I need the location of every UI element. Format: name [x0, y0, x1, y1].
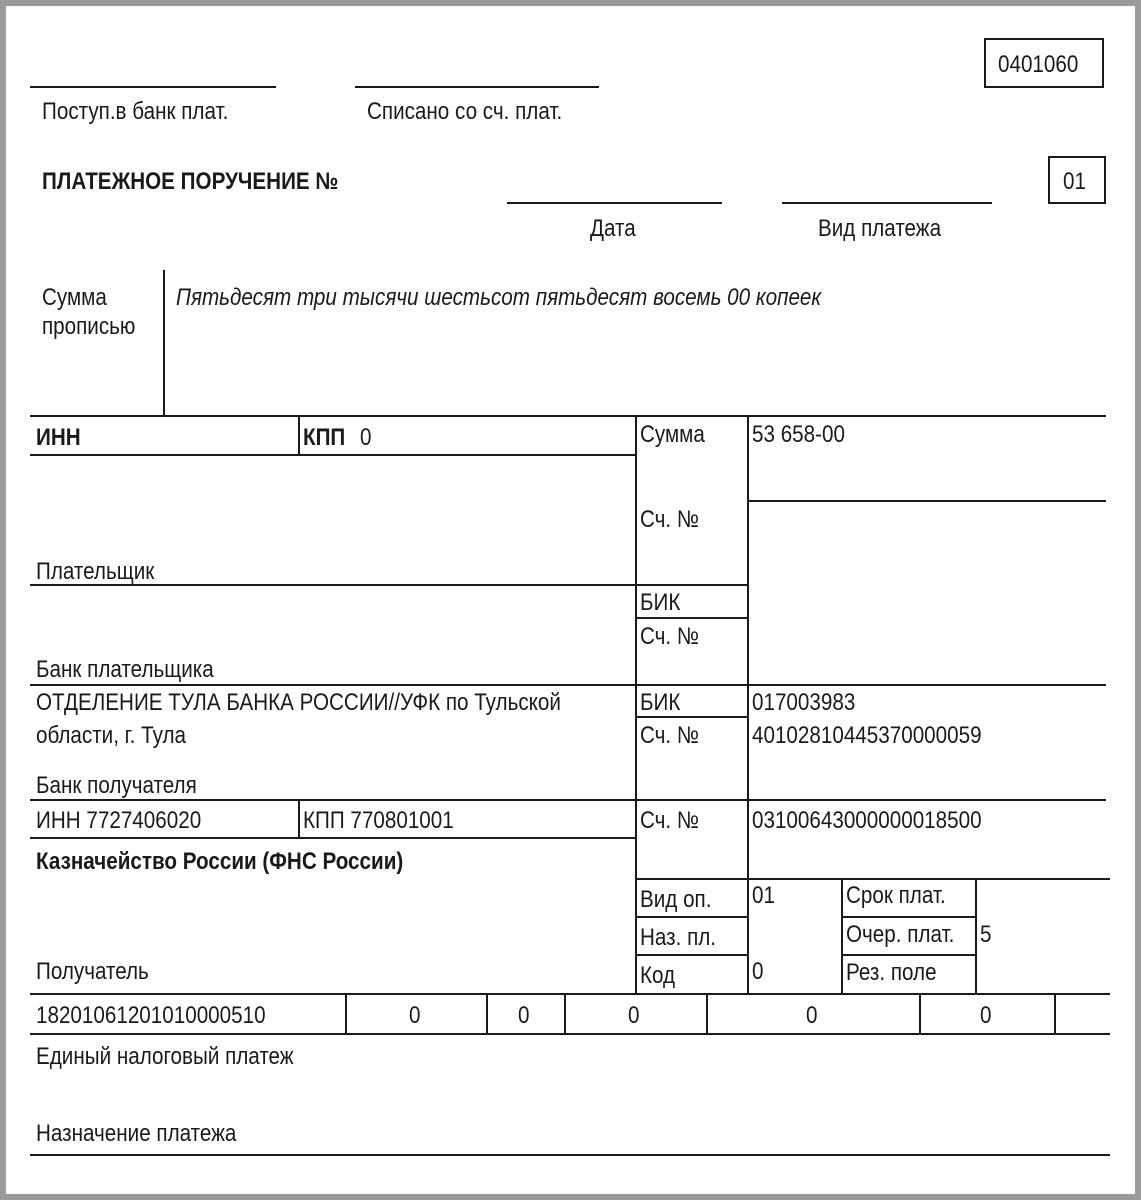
- rule-inn-bottom: [30, 454, 636, 456]
- rule-recipient-bottom: [30, 993, 1110, 995]
- kod-value: 0: [752, 958, 764, 985]
- recipient-bank-bik-value: 017003983: [752, 689, 856, 716]
- form-code: 0401060: [998, 51, 1079, 78]
- rule-payer-top: [30, 415, 1106, 417]
- recipient-label: Получатель: [36, 958, 149, 985]
- payer-label: Плательщик: [36, 558, 155, 585]
- debited-label: Списано со сч. плат.: [367, 98, 563, 125]
- purpose-text: Единый налоговый платеж: [36, 1043, 294, 1070]
- srok-plat-label: Срок плат.: [846, 882, 946, 909]
- payment-type-label: Вид платежа: [818, 215, 942, 242]
- ocher-plat-value: 5: [980, 921, 992, 948]
- form-title: ПЛАТЕЖНОЕ ПОРУЧЕНИЕ №: [42, 168, 339, 195]
- payer-kpp-value: 0: [360, 424, 372, 451]
- amount-value: 53 658-00: [752, 421, 845, 448]
- divider-left-column: [635, 415, 637, 995]
- payer-bank-bik-label: БИК: [640, 589, 681, 616]
- divider-right-column: [747, 415, 749, 995]
- payer-bank-account-label: Сч. №: [640, 623, 700, 650]
- purpose-label: Назначение платежа: [36, 1120, 237, 1147]
- recipient-bank-name-1: ОТДЕЛЕНИЕ ТУЛА БАНКА РОССИИ//УФК по Тульской: [36, 689, 561, 716]
- rule-ocher-bottom: [842, 954, 976, 956]
- amount-label: Сумма: [640, 421, 705, 448]
- status-code: 01: [1063, 168, 1086, 195]
- tax-field-3: 0: [518, 1002, 530, 1029]
- recipient-inn: ИНН 7727406020: [36, 807, 202, 834]
- rule-vid-op-bottom: [636, 916, 748, 918]
- divider-operation-mid: [841, 878, 843, 994]
- recipient-kpp: КПП 770801001: [303, 807, 454, 834]
- amount-words-value: Пятьдесят три тысячи шестьсот пятьдесят восемь 00 копеек: [176, 284, 822, 311]
- recipient-bank-bik-label: БИК: [640, 689, 681, 716]
- received-line: [30, 86, 276, 88]
- rule-amount-bottom: [748, 500, 1106, 502]
- tax-field-2: 0: [409, 1002, 421, 1029]
- recipient-name: Казначейство России (ФНС России): [36, 848, 404, 875]
- date-label: Дата: [590, 215, 636, 242]
- divider-operation-right: [975, 878, 977, 994]
- tax-divider-5: [919, 993, 921, 1034]
- recipient-account: 03100643000000018500: [752, 807, 982, 834]
- tax-divider-2: [486, 993, 488, 1034]
- rez-pole-label: Рез. поле: [846, 959, 937, 986]
- payer-inn-label: ИНН: [36, 424, 81, 451]
- recipient-bank-corr-account: 40102810445370000059: [752, 722, 982, 749]
- recipient-bank-name-2: области, г. Тула: [36, 722, 186, 749]
- date-line: [507, 202, 722, 204]
- tax-field-5: 0: [806, 1002, 818, 1029]
- divider-recipient-inn-kpp: [298, 799, 300, 839]
- amount-words-divider: [163, 270, 165, 416]
- rule-operation-top: [636, 878, 1110, 880]
- payer-kpp-label: КПП: [303, 424, 346, 451]
- naz-pl-label: Наз. пл.: [640, 924, 717, 951]
- tax-field-4: 0: [628, 1002, 640, 1029]
- rule-srok-bottom: [842, 916, 976, 918]
- rule-naz-bottom: [636, 954, 748, 956]
- amount-words-label-2: прописью: [42, 313, 136, 340]
- kbk-code: 18201061201010000510: [36, 1002, 266, 1029]
- payer-account-label: Сч. №: [640, 506, 700, 533]
- rule-bik1-bottom: [636, 617, 748, 619]
- rule-payer-bank-bottom: [30, 684, 1106, 686]
- recipient-account-label: Сч. №: [640, 807, 700, 834]
- kod-label: Код: [640, 962, 676, 989]
- tax-divider-6: [1054, 993, 1056, 1034]
- recipient-bank-account-label: Сч. №: [640, 722, 700, 749]
- rule-purpose-bottom: [30, 1154, 1110, 1156]
- ocher-plat-label: Очер. плат.: [846, 921, 955, 948]
- tax-divider-3: [564, 993, 566, 1034]
- amount-words-label-1: Сумма: [42, 284, 107, 311]
- payer-bank-label: Банк плательщика: [36, 656, 214, 683]
- debited-line: [355, 86, 599, 88]
- rule-tax-bottom: [30, 1033, 1110, 1035]
- divider-inn-kpp: [298, 415, 300, 455]
- vid-op-value: 01: [752, 882, 775, 909]
- tax-divider-4: [706, 993, 708, 1034]
- tax-field-6: 0: [980, 1002, 992, 1029]
- payment-type-line: [782, 202, 992, 204]
- rule-recipient-inn-bottom: [30, 837, 636, 839]
- received-label: Поступ.в банк плат.: [42, 98, 229, 125]
- vid-op-label: Вид оп.: [640, 886, 712, 913]
- recipient-bank-label: Банк получателя: [36, 772, 197, 799]
- tax-divider-1: [345, 993, 347, 1034]
